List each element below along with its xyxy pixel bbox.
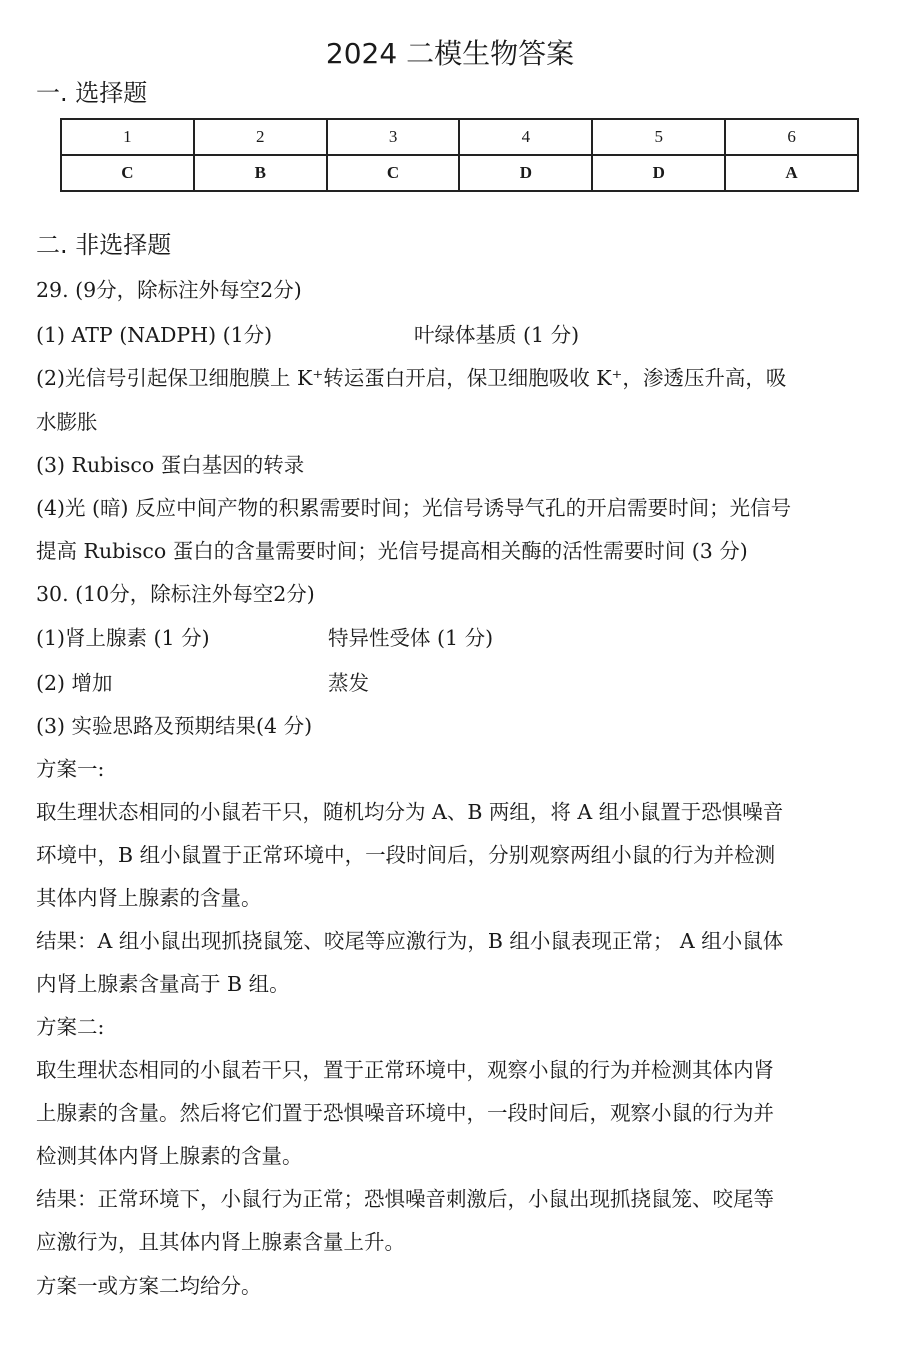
answer-line: (1) ATP (NADPH) (1分) <box>36 323 273 347</box>
answer-line: 上腺素的含量。然后将它们置于恐惧噪音环境中，一段时间后，观察小鼠的行为并 <box>36 1101 774 1125</box>
answer-line-second: 蒸发 <box>328 671 369 695</box>
table-row-question-numbers <box>61 119 858 155</box>
answer-line: 取生理状态相同的小鼠若干只，置于正常环境中，观察小鼠的行为并检测其体内肾 <box>36 1058 774 1082</box>
answer-line: 内肾上腺素含量高于 B 组。 <box>36 972 290 996</box>
answer-line: (2)光信号引起保卫细胞膜上 K⁺转运蛋白开启，保卫细胞吸收 K⁺，渗透压升高，吸 <box>36 366 787 390</box>
table-cell: 4 <box>459 119 592 155</box>
table-cell: 6 <box>725 119 858 155</box>
answer-line: 结果：A 组小鼠出现抓挠鼠笼、咬尾等应激行为，B 组小鼠表现正常； A 组小鼠体 <box>36 929 784 953</box>
plan-heading: 方案二: <box>36 1015 105 1039</box>
answer-line: (1)肾上腺素 (1 分) <box>36 626 210 650</box>
table-cell: C <box>61 155 194 191</box>
answer-line-second: 叶绿体基质 (1 分) <box>414 323 580 347</box>
answer-line: 检测其体内肾上腺素的含量。 <box>36 1144 303 1168</box>
table-row-answers <box>61 155 858 191</box>
question-29-header: 29. (9分，除标注外每空2分) <box>36 278 302 302</box>
answer-line: 环境中，B 组小鼠置于正常环境中，一段时间后，分别观察两组小鼠的行为并检测 <box>36 843 776 867</box>
answer-line-second: 特异性受体 (1 分) <box>328 626 494 650</box>
answer-line: (2) 增加 <box>36 671 113 695</box>
section-heading-multiple-choice: 一. 选择题 <box>36 79 148 107</box>
answer-line: 结果：正常环境下，小鼠行为正常；恐惧噪音刺激后，小鼠出现抓挠鼠笼、咬尾等 <box>36 1187 774 1211</box>
answer-line: 取生理状态相同的小鼠若干只，随机均分为 A、B 两组，将 A 组小鼠置于恐惧噪音 <box>36 800 784 824</box>
table-cell: 2 <box>194 119 327 155</box>
table-cell: 3 <box>327 119 460 155</box>
table-cell: 5 <box>592 119 725 155</box>
answer-line: 提高 Rubisco 蛋白的含量需要时间；光信号提高相关酶的活性需要时间 (3 分) <box>36 539 748 563</box>
table-cell: A <box>725 155 858 191</box>
answer-line: (3) Rubisco 蛋白基因的转录 <box>36 453 305 477</box>
answer-line: 方案一或方案二均给分。 <box>36 1274 262 1298</box>
plan-heading: 方案一: <box>36 757 105 781</box>
answer-line: 其体内肾上腺素的含量。 <box>36 886 262 910</box>
table-cell: C <box>327 155 460 191</box>
answer-line: (3) 实验思路及预期结果(4 分) <box>36 714 313 738</box>
answer-table <box>60 118 859 192</box>
section-heading-non-multiple-choice: 二. 非选择题 <box>36 231 172 259</box>
table-cell: D <box>592 155 725 191</box>
table-cell: 1 <box>61 119 194 155</box>
question-30-header: 30. (10分，除标注外每空2分) <box>36 582 315 606</box>
table-cell: D <box>459 155 592 191</box>
answer-line: 应激行为，且其体内肾上腺素含量上升。 <box>36 1230 405 1254</box>
table-cell: B <box>194 155 327 191</box>
answer-line: (4)光 (暗) 反应中间产物的积累需要时间；光信号诱导气孔的开启需要时间；光信号 <box>36 496 792 520</box>
page-title: 2024 二模生物答案 <box>325 37 575 70</box>
answer-line: 水膨胀 <box>36 410 98 434</box>
